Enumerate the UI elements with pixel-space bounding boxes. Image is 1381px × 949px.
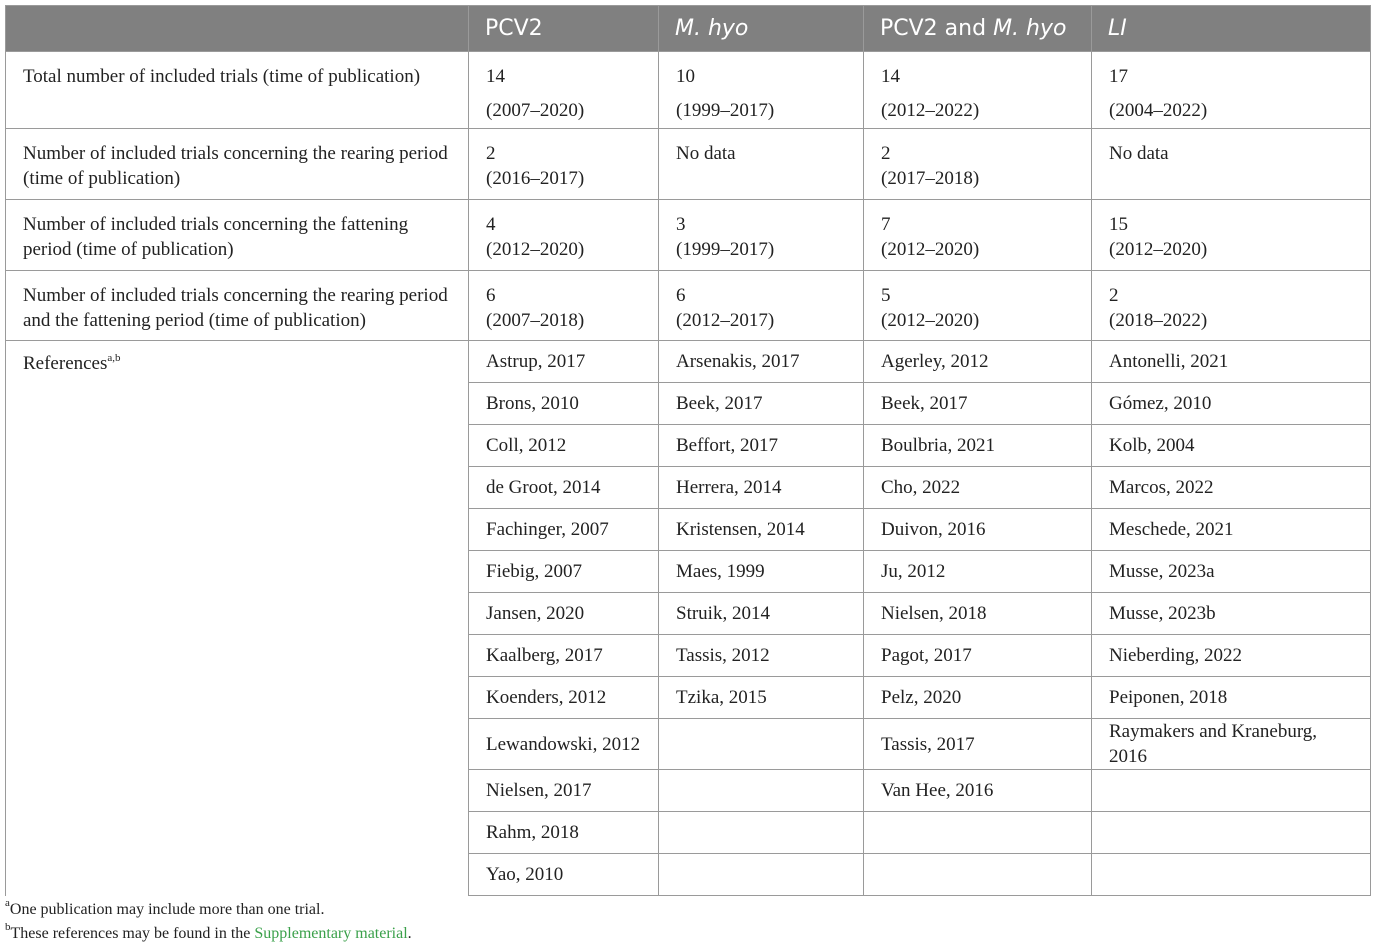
references-label-sup: a,b (107, 352, 121, 364)
table-row (6, 129, 1371, 200)
reference-cell-pcv2: de Groot, 2014 (469, 467, 659, 509)
reference-cell-li: Gómez, 2010 (1092, 383, 1371, 425)
reference-cell-mhyo: Herrera, 2014 (659, 467, 864, 509)
reference-cell-mhyo: Arsenakis, 2017 (659, 341, 864, 383)
header-pcv2: PCV2 (469, 6, 659, 52)
reference-cell-li (1092, 854, 1371, 896)
row-label: Number of included trials concerning the rearing period (time of publication) (6, 129, 469, 200)
cell-count: 14 (486, 66, 505, 87)
reference-cell-pcv2: Koenders, 2012 (469, 677, 659, 719)
references-label: References (23, 353, 108, 374)
cell-count: 7 (881, 214, 891, 235)
references-label-cell (6, 341, 469, 896)
reference-cell-li: Peiponen, 2018 (1092, 677, 1371, 719)
reference-cell-li: Raymakers and Kraneburg, 2016 (1092, 719, 1371, 770)
cell-count: 17 (1109, 66, 1128, 87)
cell-period: (2012–2020) (881, 310, 980, 331)
cell-mhyo (659, 52, 864, 129)
cell-period: (1999–2017) (676, 100, 775, 121)
cell-count: 2 (1109, 285, 1119, 306)
reference-cell-pcv2: Fachinger, 2007 (469, 509, 659, 551)
reference-cell-both: Duivon, 2016 (864, 509, 1092, 551)
table-row (6, 52, 1371, 129)
reference-cell-both: Boulbria, 2021 (864, 425, 1092, 467)
row-label: Number of included trials concerning the fattening period (time of publication) (6, 200, 469, 271)
cell-count: 2 (881, 143, 891, 164)
cell-period: (2004–2022) (1109, 100, 1208, 121)
reference-cell-mhyo (659, 854, 864, 896)
reference-cell-mhyo: Maes, 1999 (659, 551, 864, 593)
reference-cell-pcv2: Brons, 2010 (469, 383, 659, 425)
footnote-b-marker: b (5, 921, 11, 933)
footnote-a (5, 899, 412, 923)
reference-cell-both: Beek, 2017 (864, 383, 1092, 425)
cell-li (1092, 271, 1371, 341)
cell-count: No data (1109, 143, 1169, 164)
reference-cell-mhyo: Tzika, 2015 (659, 677, 864, 719)
reference-cell-mhyo: Beffort, 2017 (659, 425, 864, 467)
cell-count: 10 (676, 66, 695, 87)
reference-cell-both: Agerley, 2012 (864, 341, 1092, 383)
reference-cell-mhyo (659, 770, 864, 812)
reference-cell-li: Musse, 2023a (1092, 551, 1371, 593)
reference-cell-pcv2: Fiebig, 2007 (469, 551, 659, 593)
supplementary-material-link[interactable]: Supplementary material (254, 925, 408, 942)
reference-cell-both: Ju, 2012 (864, 551, 1092, 593)
reference-cell-both: Tassis, 2017 (864, 719, 1092, 770)
cell-li (1092, 129, 1371, 200)
header-li-label: LI (1108, 16, 1127, 41)
footnote-b-end: . (407, 925, 412, 942)
row-label: Total number of included trials (time of publication) (6, 52, 469, 129)
data-table-container (5, 5, 1370, 896)
cell-count: 3 (676, 214, 686, 235)
reference-cell-pcv2: Jansen, 2020 (469, 593, 659, 635)
cell-both (864, 271, 1092, 341)
cell-period: (2018–2022) (1109, 310, 1208, 331)
cell-period: (2012–2020) (881, 239, 980, 260)
reference-cell-mhyo (659, 719, 864, 770)
reference-cell-both: Pelz, 2020 (864, 677, 1092, 719)
header-row (6, 6, 1371, 52)
reference-cell-li: Nieberding, 2022 (1092, 635, 1371, 677)
cell-period: (2007–2018) (486, 310, 585, 331)
cell-count: 4 (486, 214, 496, 235)
reference-cell-li: Meschede, 2021 (1092, 509, 1371, 551)
cell-period: (2016–2017) (486, 168, 585, 189)
reference-cell-pcv2: Nielsen, 2017 (469, 770, 659, 812)
cell-mhyo (659, 129, 864, 200)
cell-period: (2012–2020) (486, 239, 585, 260)
reference-cell-pcv2: Astrup, 2017 (469, 341, 659, 383)
reference-cell-pcv2: Yao, 2010 (469, 854, 659, 896)
reference-cell-mhyo: Kristensen, 2014 (659, 509, 864, 551)
cell-count: No data (676, 143, 736, 164)
reference-cell-li (1092, 770, 1371, 812)
cell-period: (2012–2020) (1109, 239, 1208, 260)
reference-cell-mhyo (659, 812, 864, 854)
footnote-a-text: One publication may include more than one trial. (9, 901, 325, 918)
header-li (1092, 6, 1371, 52)
reference-row (6, 341, 1371, 383)
cell-both (864, 129, 1092, 200)
header-both-prefix: PCV2 and (880, 16, 994, 41)
cell-mhyo (659, 200, 864, 271)
cell-mhyo (659, 271, 864, 341)
header-both-italic: M. hyo (993, 16, 1067, 41)
footnotes (5, 899, 412, 947)
cell-count: 5 (881, 285, 891, 306)
cell-li (1092, 200, 1371, 271)
reference-cell-both: Van Hee, 2016 (864, 770, 1092, 812)
cell-period: (2012–2022) (881, 100, 980, 121)
reference-cell-li: Antonelli, 2021 (1092, 341, 1371, 383)
cell-both (864, 52, 1092, 129)
footnote-b-text: These references may be found in the (10, 925, 255, 942)
reference-cell-both: Nielsen, 2018 (864, 593, 1092, 635)
reference-cell-both: Pagot, 2017 (864, 635, 1092, 677)
cell-count: 2 (486, 143, 496, 164)
reference-cell-li: Marcos, 2022 (1092, 467, 1371, 509)
cell-period: (1999–2017) (676, 239, 775, 260)
cell-pcv2 (469, 129, 659, 200)
reference-cell-li: Musse, 2023b (1092, 593, 1371, 635)
cell-period: (2012–2017) (676, 310, 775, 331)
header-corner-cell (6, 6, 469, 52)
cell-period: (2007–2020) (486, 100, 585, 121)
cell-both (864, 200, 1092, 271)
cell-period: (2017–2018) (881, 168, 980, 189)
reference-cell-both (864, 854, 1092, 896)
reference-cell-both (864, 812, 1092, 854)
reference-cell-pcv2: Coll, 2012 (469, 425, 659, 467)
reference-cell-li: Kolb, 2004 (1092, 425, 1371, 467)
reference-cell-mhyo: Beek, 2017 (659, 383, 864, 425)
reference-cell-pcv2: Kaalberg, 2017 (469, 635, 659, 677)
reference-cell-pcv2: Lewandowski, 2012 (469, 719, 659, 770)
row-label: Number of included trials concerning the rearing period and the fattening period (time of publication) (6, 271, 469, 341)
cell-count: 15 (1109, 214, 1128, 235)
reference-cell-pcv2: Rahm, 2018 (469, 812, 659, 854)
header-mhyo-label: M. hyo (675, 16, 749, 41)
header-mhyo (659, 6, 864, 52)
cell-li (1092, 52, 1371, 129)
cell-count: 6 (676, 285, 686, 306)
cell-pcv2 (469, 200, 659, 271)
reference-cell-mhyo: Tassis, 2012 (659, 635, 864, 677)
data-table (5, 5, 1371, 896)
footnote-a-marker: a (5, 897, 10, 909)
cell-pcv2 (469, 52, 659, 129)
table-row (6, 271, 1371, 341)
footnote-b (5, 923, 412, 947)
header-pcv2-and-mhyo (864, 6, 1092, 52)
reference-cell-both: Cho, 2022 (864, 467, 1092, 509)
reference-cell-mhyo: Struik, 2014 (659, 593, 864, 635)
table-row (6, 200, 1371, 271)
reference-cell-li (1092, 812, 1371, 854)
cell-count: 6 (486, 285, 496, 306)
cell-count: 14 (881, 66, 900, 87)
cell-pcv2 (469, 271, 659, 341)
